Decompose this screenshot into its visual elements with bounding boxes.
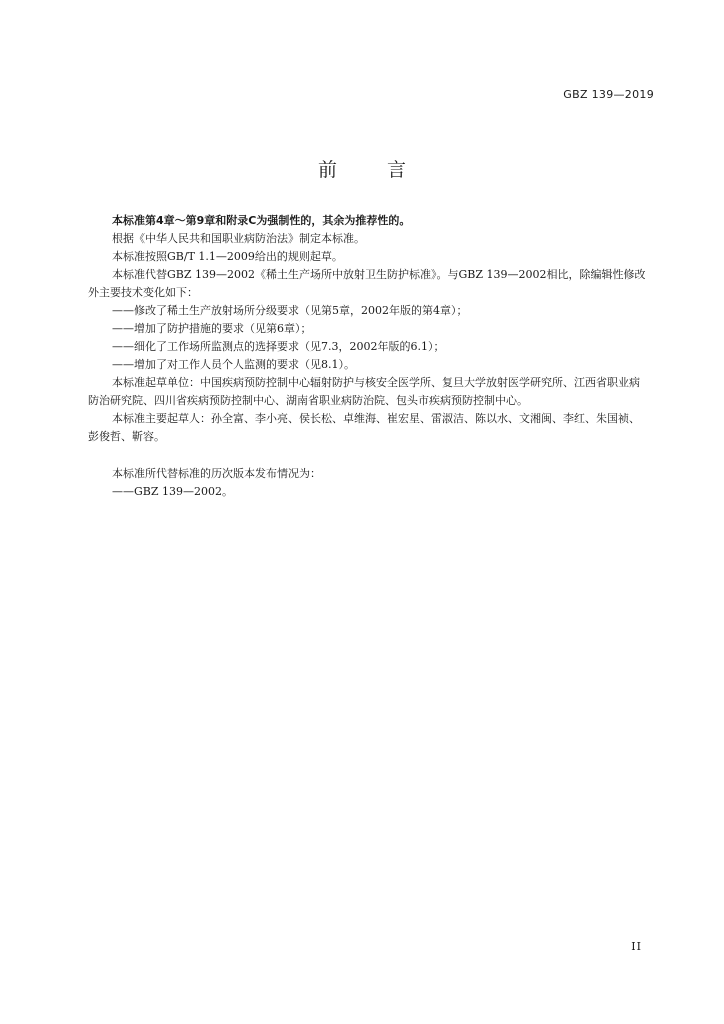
- change-item: ——增加了对工作人员个人监测的要求（见8.1）。: [112, 358, 355, 371]
- basis-paragraph: 根据《中华人民共和国职业病防治法》制定本标准。: [112, 232, 365, 245]
- change-item: ——细化了工作场所监测点的选择要求（见7.3，2002年版的6.1）；: [112, 340, 445, 353]
- change-item: ——增加了防护措施的要求（见第6章）；: [112, 322, 312, 335]
- drafting-units-paragraph: 本标准起草单位：中国疾病预防控制中心辐射防护与核安全医学所、复旦大学放射医学研究所、江西省职业病防治研究院、四川省疾病预防控制中心、湖南省职业病防治院、包头市疾病预防控制中心。: [88, 376, 640, 407]
- standard-code: GBZ 139—2019: [563, 88, 654, 101]
- change-item: ——修改了稀土生产放射场所分级要求（见第5章，2002年版的第4章）；: [112, 304, 468, 317]
- page-title: 前 言: [317, 159, 429, 181]
- drafters-paragraph: 本标准主要起草人：孙全富、李小亮、侯长松、卓维海、崔宏星、雷淑洁、陈以水、文湘闽、李红、朱国祯、彭俊哲、靳容。: [88, 412, 640, 443]
- foreword-body: [88, 212, 648, 501]
- page-number: II: [631, 940, 642, 953]
- replacement-paragraph: 本标准代替GBZ 139—2002《稀土生产场所中放射卫生防护标准》。与GBZ 139—2002相比，除编辑性修改外主要技术变化如下：: [88, 268, 646, 299]
- drafting-rules-paragraph: 本标准按照GB/T 1.1—2009给出的规则起草。: [112, 250, 343, 263]
- history-intro: 本标准所代替标准的历次版本发布情况为：: [112, 467, 321, 480]
- history-item: ——GBZ 139—2002。: [112, 485, 233, 498]
- section-gap: [88, 446, 648, 465]
- mandatory-statement: 本标准第4章～第9章和附录C为强制性的，其余为推荐性的。: [112, 214, 411, 227]
